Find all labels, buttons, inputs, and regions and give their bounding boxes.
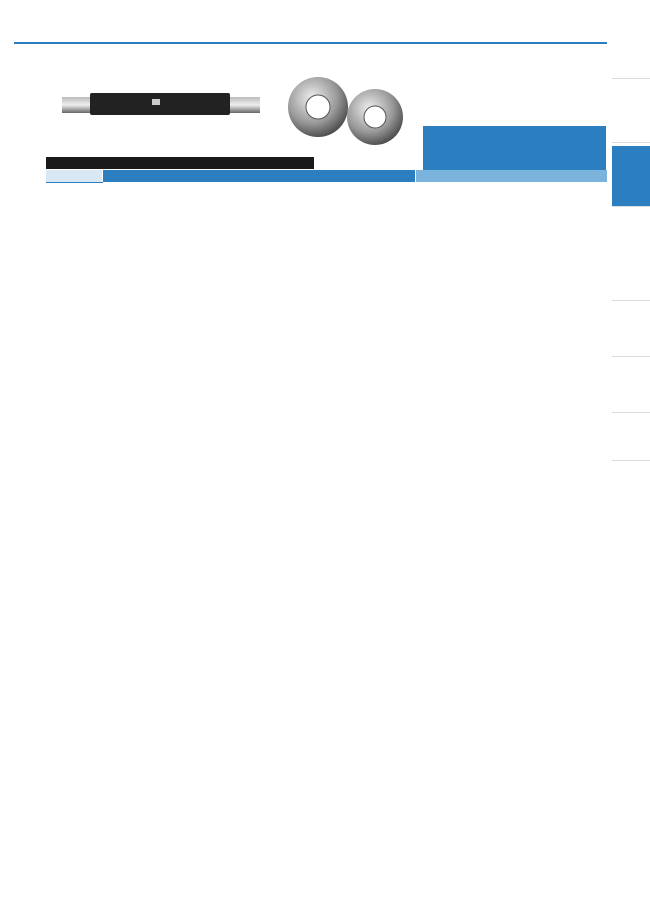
ring-group-header [416, 170, 607, 182]
ring-gauge-image [288, 77, 403, 145]
sidebar-tab-gauge[interactable] [612, 146, 650, 207]
sidebar-note-stock [612, 214, 650, 222]
sidebar-tab-tap[interactable] [612, 82, 650, 143]
plug-gauge-image [62, 93, 260, 115]
product-photo [40, 76, 470, 146]
plug-group-header [103, 170, 416, 182]
section-sidebar [612, 18, 650, 918]
sidebar-tab-index[interactable] [612, 416, 650, 461]
class-box [423, 126, 606, 172]
sidebar-tab-die[interactable] [612, 248, 650, 301]
gauge-stock-table [46, 170, 607, 183]
size-column-header [46, 170, 103, 182]
thread-type-bar [46, 157, 314, 169]
sidebar-tab-drill[interactable] [612, 18, 650, 79]
sidebar-tab-products[interactable] [612, 360, 650, 413]
header-rule [14, 42, 607, 44]
sidebar-tab-rolling[interactable] [612, 304, 650, 357]
